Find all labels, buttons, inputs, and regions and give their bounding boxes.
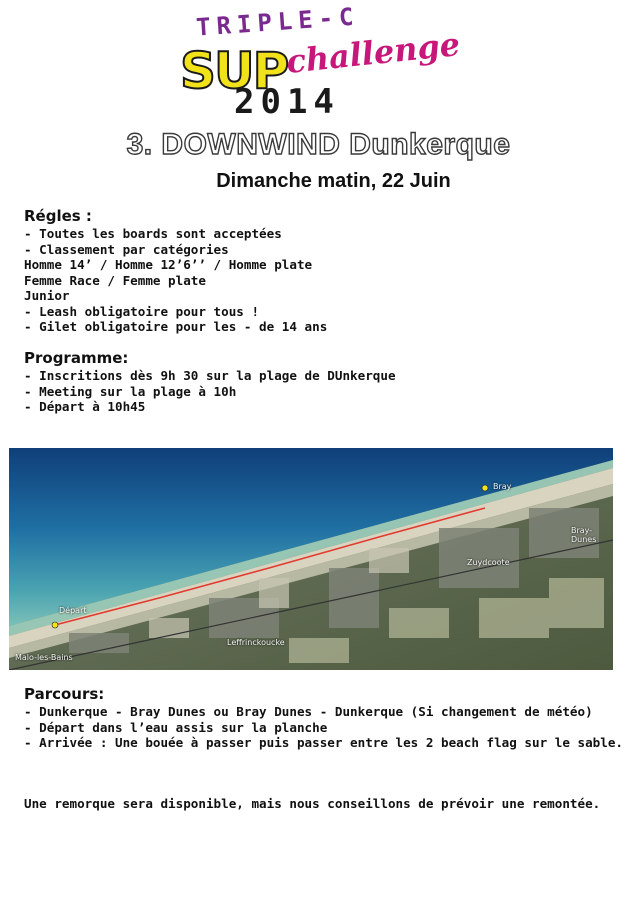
rules-line: Homme 14’ / Homme 12’6’’ / Homme plate bbox=[24, 257, 313, 272]
course-heading: Parcours: bbox=[24, 685, 105, 703]
programme-line: - Départ à 10h45 bbox=[24, 399, 146, 414]
course-section bbox=[24, 686, 624, 751]
logo-triple-c: TRIPLE-C bbox=[195, 2, 361, 42]
trailer-note: Une remorque sera disponible, mais nous conseillons de prévoir une remontée. bbox=[24, 796, 601, 811]
rules-line: Femme Race / Femme plate bbox=[24, 272, 206, 288]
programme-section bbox=[24, 350, 624, 415]
logo-year: 2014 bbox=[234, 82, 340, 122]
rules-line: - Classement par catégories bbox=[24, 241, 229, 257]
rules-line: Junior bbox=[24, 288, 70, 303]
course-line: - Arrivée : Une bouée à passer puis passer entre les 2 beach flag sur le sable. bbox=[24, 735, 623, 750]
rules-section bbox=[24, 208, 624, 335]
page-title: 3. DOWNWIND Dunkerque bbox=[126, 128, 511, 161]
course-map bbox=[9, 448, 613, 670]
rules-line: - Gilet obligatoire pour les - de 14 ans bbox=[24, 319, 328, 334]
logo-challenge: challenge bbox=[284, 25, 462, 81]
programme-heading: Programme: bbox=[24, 349, 129, 367]
map-label-zuydcoote: Zuydcoote bbox=[467, 558, 510, 567]
satellite-map-image bbox=[9, 448, 613, 670]
map-label-leffrinckoucke: Leffrinckoucke bbox=[227, 638, 285, 647]
logo-sup: SUP bbox=[180, 42, 288, 100]
event-logo bbox=[180, 2, 462, 122]
programme-line: - Meeting sur la plage à 10h bbox=[24, 383, 237, 399]
rules-line: - Toutes les boards sont acceptées bbox=[24, 226, 282, 241]
rules-line: - Leash obligatoire pour tous ! bbox=[24, 303, 260, 319]
map-label-bray-dunes: Bray-Dunes bbox=[571, 526, 597, 544]
programme-line: - Inscritions dès 9h 30 sur la plage de DUnkerque bbox=[24, 368, 396, 383]
map-label-malo: Malo-les-Bains bbox=[15, 653, 73, 662]
rules-heading: Régles : bbox=[24, 207, 92, 225]
course-line: - Départ dans l’eau assis sur la planche bbox=[24, 719, 328, 735]
event-date: Dimanche matin, 22 Juin bbox=[216, 170, 451, 192]
map-label-arrivee: Bray bbox=[493, 482, 512, 491]
course-line: - Dunkerque - Bray Dunes ou Bray Dunes - Dunkerque (Si changement de météo) bbox=[24, 704, 593, 719]
map-label-depart: Départ bbox=[59, 606, 87, 615]
